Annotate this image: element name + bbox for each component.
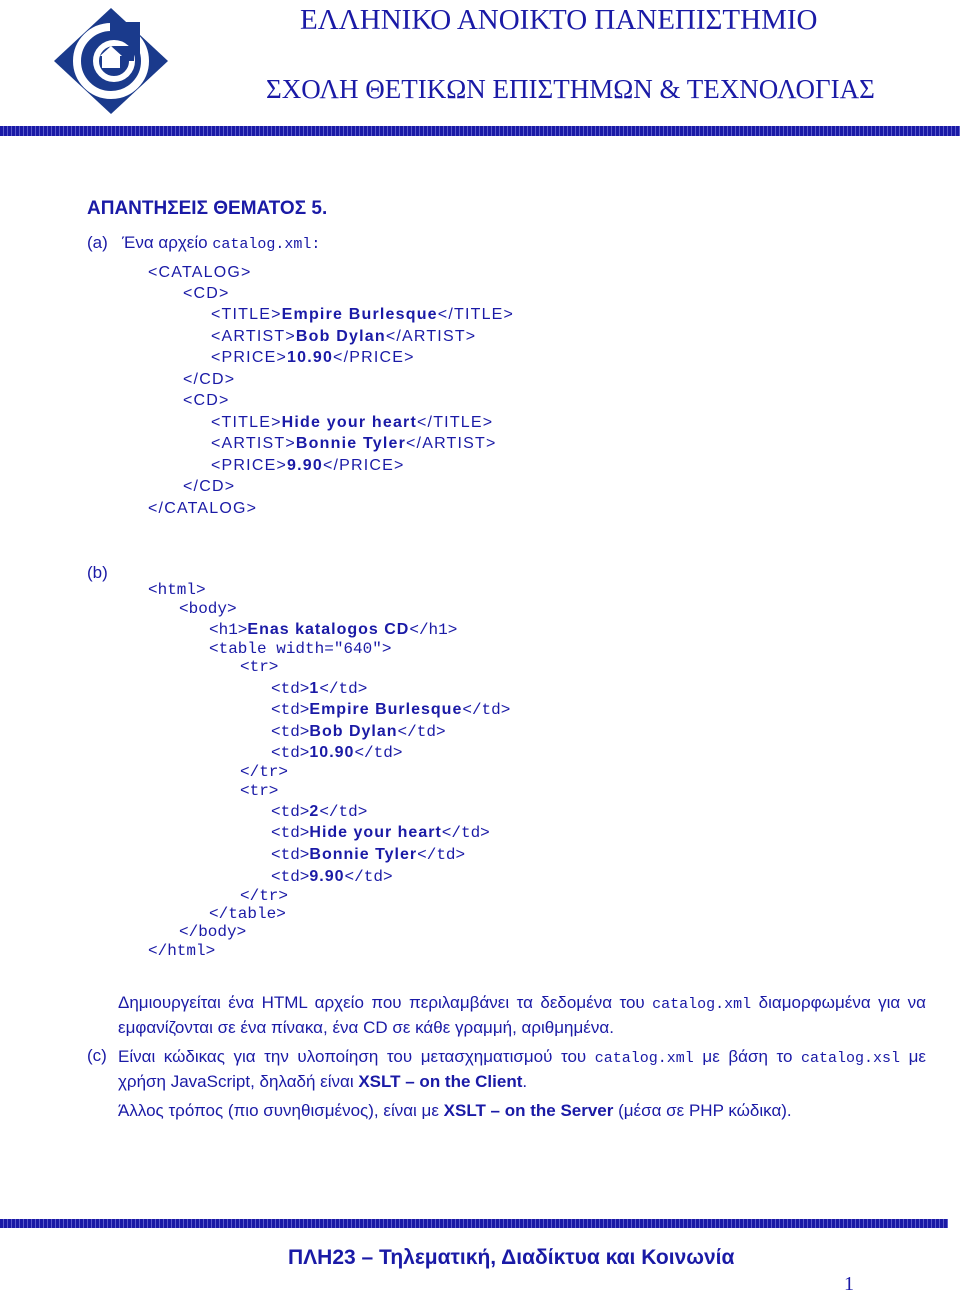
part-c-alternative: Άλλος τρόπος (πιο συνηθισμένος), είναι με XSLT – on the Server (μέσα σε PHP κώδικα). bbox=[118, 1101, 792, 1120]
xml-line: <CD> bbox=[183, 392, 230, 409]
xml-line: <ARTIST>Bonnie Tyler</ARTIST> bbox=[211, 435, 497, 452]
page-number: 1 bbox=[844, 1273, 854, 1295]
html-line: <table width="640"> bbox=[209, 640, 392, 658]
xml-line: </CATALOG> bbox=[148, 500, 258, 517]
xml-line: <ARTIST>Bob Dylan</ARTIST> bbox=[211, 328, 477, 345]
school-name: ΣΧΟΛΗ ΘΕΤΙΚΩΝ ΕΠΙΣΤΗΜΩΝ & ΤΕΧΝΟΛΟΓΙΑΣ bbox=[266, 74, 875, 104]
part-b-label: (b) bbox=[87, 563, 108, 582]
part-c-label: (c) bbox=[87, 1046, 107, 1065]
html-line: <h1>Enas katalogos CD</h1> bbox=[209, 621, 458, 639]
header-divider bbox=[0, 126, 960, 136]
xml-line: <PRICE>9.90</PRICE> bbox=[211, 457, 405, 474]
html-line: <td>Bonnie Tyler</td> bbox=[271, 846, 466, 864]
html-line: </html> bbox=[148, 942, 216, 960]
html-line: <tr> bbox=[240, 782, 279, 800]
html-line: <td>Hide your heart</td> bbox=[271, 824, 490, 842]
part-a-label: (a) bbox=[87, 233, 108, 252]
html-line: <td>Bob Dylan</td> bbox=[271, 723, 446, 741]
course-title: ΠΛΗ23 – Τηλεματική, Διαδίκτυα και Κοινωνία bbox=[288, 1246, 735, 1269]
html-line: </tr> bbox=[240, 763, 289, 781]
html-line: <td>Empire Burlesque</td> bbox=[271, 701, 511, 719]
html-line: <html> bbox=[148, 581, 206, 599]
html-line: <td>1</td> bbox=[271, 680, 368, 698]
part-b-description: Δημιουργείται ένα HTML αρχείο που περιλαμβάνει τα δεδομένα του catalog.xml διαμορφωμένα για να εμφανίζονται σε ένα πίνακα, ένα CD σε κάθε γραμμή, αριθμημένα. bbox=[118, 993, 926, 1037]
xml-line: <CATALOG> bbox=[148, 264, 252, 281]
part-c-text: Είναι κώδικας για την υλοποίηση του μετασχηματισμού του catalog.xml με βάση το catalog.xsl με χρήση JavaScript, δηλαδή είναι XSLT – on the Client. bbox=[118, 1047, 927, 1091]
html-line: <td>9.90</td> bbox=[271, 868, 393, 886]
university-name: ΕΛΛΗΝΙΚΟ ΑΝΟΙΚΤΟ ΠΑΝΕΠΙΣΤΗΜΙΟ bbox=[300, 4, 818, 36]
html-line: <tr> bbox=[240, 658, 279, 676]
html-line: </table> bbox=[209, 905, 286, 923]
html-line: </body> bbox=[179, 923, 247, 941]
section-heading: ΑΠΑΝΤΗΣΕΙΣ ΘΕΜΑΤΟΣ 5. bbox=[87, 198, 328, 219]
html-line: </tr> bbox=[240, 887, 289, 905]
html-line: <td>2</td> bbox=[271, 803, 368, 821]
xml-line: <PRICE>10.90</PRICE> bbox=[211, 349, 415, 366]
xml-line: <CD> bbox=[183, 285, 230, 302]
university-logo bbox=[52, 6, 170, 116]
xml-line: </CD> bbox=[183, 478, 236, 495]
xml-line: <TITLE>Empire Burlesque</TITLE> bbox=[211, 306, 515, 323]
html-line: <td>10.90</td> bbox=[271, 744, 403, 762]
part-a-intro bbox=[122, 233, 320, 253]
footer-divider bbox=[0, 1219, 948, 1228]
xml-line: </CD> bbox=[183, 371, 236, 388]
part-a-intro-text: Ένα αρχείο bbox=[122, 233, 213, 252]
xml-line: <TITLE>Hide your heart</TITLE> bbox=[211, 414, 494, 431]
part-a-filename: catalog.xml: bbox=[212, 236, 321, 253]
html-line: <body> bbox=[179, 600, 237, 618]
